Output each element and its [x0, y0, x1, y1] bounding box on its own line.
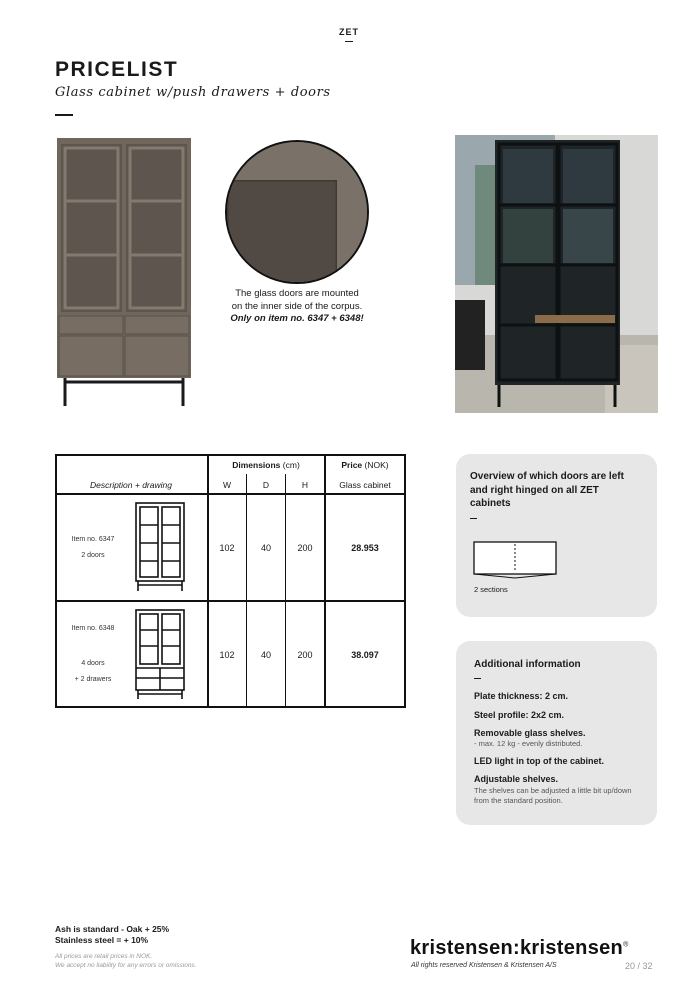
row2-width: 102	[219, 650, 235, 660]
row1-depth: 40	[260, 543, 271, 553]
sections-label: 2 sections	[474, 585, 508, 594]
info-steel-profile: Steel profile: 2x2 cm.	[474, 710, 565, 720]
row1-height: 200	[297, 543, 313, 553]
door-detail-zoom	[225, 140, 369, 284]
description-header: Description + drawing	[90, 480, 172, 490]
zoom-caption-line2: on the inner side of the corpus.	[231, 300, 363, 312]
page-number: 20 / 32	[625, 961, 653, 971]
info-panel-rule	[474, 678, 481, 679]
rights-text: All rights reserved Kristensen & Kristensen A/S	[411, 962, 557, 969]
footer-line1: Ash is standard - Oak + 25%	[55, 924, 170, 934]
title-rule	[55, 114, 73, 116]
zoom-caption-line1: The glass doors are mounted	[235, 288, 359, 299]
info-adjustable-shelves-note: The shelves can be adjusted a little bit up/down from the standard position.	[474, 786, 632, 805]
two-sections-diagram	[473, 541, 557, 579]
price-header: Price (NOK)	[341, 460, 389, 470]
row2-desc: 4 doors	[81, 660, 105, 667]
row2-height: 200	[297, 650, 313, 660]
footer-note2: We accept no liability for any errors or omissions.	[55, 962, 197, 969]
info-adjustable-shelves: Adjustable shelves.	[474, 774, 559, 784]
zoom-caption-emphasis: Only on item no. 6347 + 6348!	[230, 313, 364, 324]
footer-disclaimer	[55, 952, 197, 970]
row2-cabinet-drawing	[131, 608, 189, 700]
page-title: PRICELIST	[55, 58, 179, 81]
depth-header: D	[262, 480, 270, 490]
page-subtitle: Glass cabinet w/push drawers + doors	[55, 85, 331, 100]
brand-rule	[345, 41, 353, 42]
brand-label: ZET	[339, 27, 359, 37]
row2-item: Item no. 6348	[71, 625, 115, 632]
dimensions-header: Dimensions (cm)	[232, 460, 300, 470]
zoom-caption	[212, 288, 382, 326]
info-glass-shelves-note: - max. 12 kg - evenly distributed.	[474, 739, 583, 748]
row1-width: 102	[219, 543, 235, 553]
info-plate-thickness: Plate thickness: 2 cm.	[474, 691, 569, 701]
cabinet-product-image	[55, 138, 193, 410]
hinge-panel-title: Overview of which doors are left and right hinged on all ZET cabinets	[470, 471, 624, 509]
height-header: H	[301, 480, 309, 490]
hinge-overview-panel	[456, 454, 657, 617]
price-subheader: Glass cabinet	[339, 480, 391, 490]
additional-info-panel	[456, 641, 657, 825]
price-table	[55, 454, 406, 708]
footer-note1: All prices are retail prices in NOK.	[55, 953, 153, 960]
room-photo	[455, 135, 658, 413]
row1-price: 28.953	[351, 543, 379, 553]
brand-logo	[410, 937, 629, 960]
logo-registered-mark: ®	[623, 941, 629, 949]
hinge-panel-rule	[470, 518, 477, 519]
row1-cabinet-drawing	[131, 501, 189, 593]
row2-depth: 40	[260, 650, 271, 660]
logo-text: kristensen:kristensen	[410, 937, 624, 959]
info-glass-shelves: Removable glass shelves.	[474, 728, 586, 738]
row1-item: Item no. 6347	[71, 536, 115, 543]
footer-line2: Stainless steel = + 10%	[55, 935, 149, 945]
row2-desc-extra: + 2 drawers	[74, 676, 112, 683]
info-led-light: LED light in top of the cabinet.	[474, 756, 604, 766]
info-panel-title: Additional information	[474, 659, 581, 670]
width-header: W	[222, 480, 232, 490]
row2-price: 38.097	[351, 650, 379, 660]
row1-desc: 2 doors	[81, 552, 105, 559]
footer-material-notes	[55, 924, 169, 946]
